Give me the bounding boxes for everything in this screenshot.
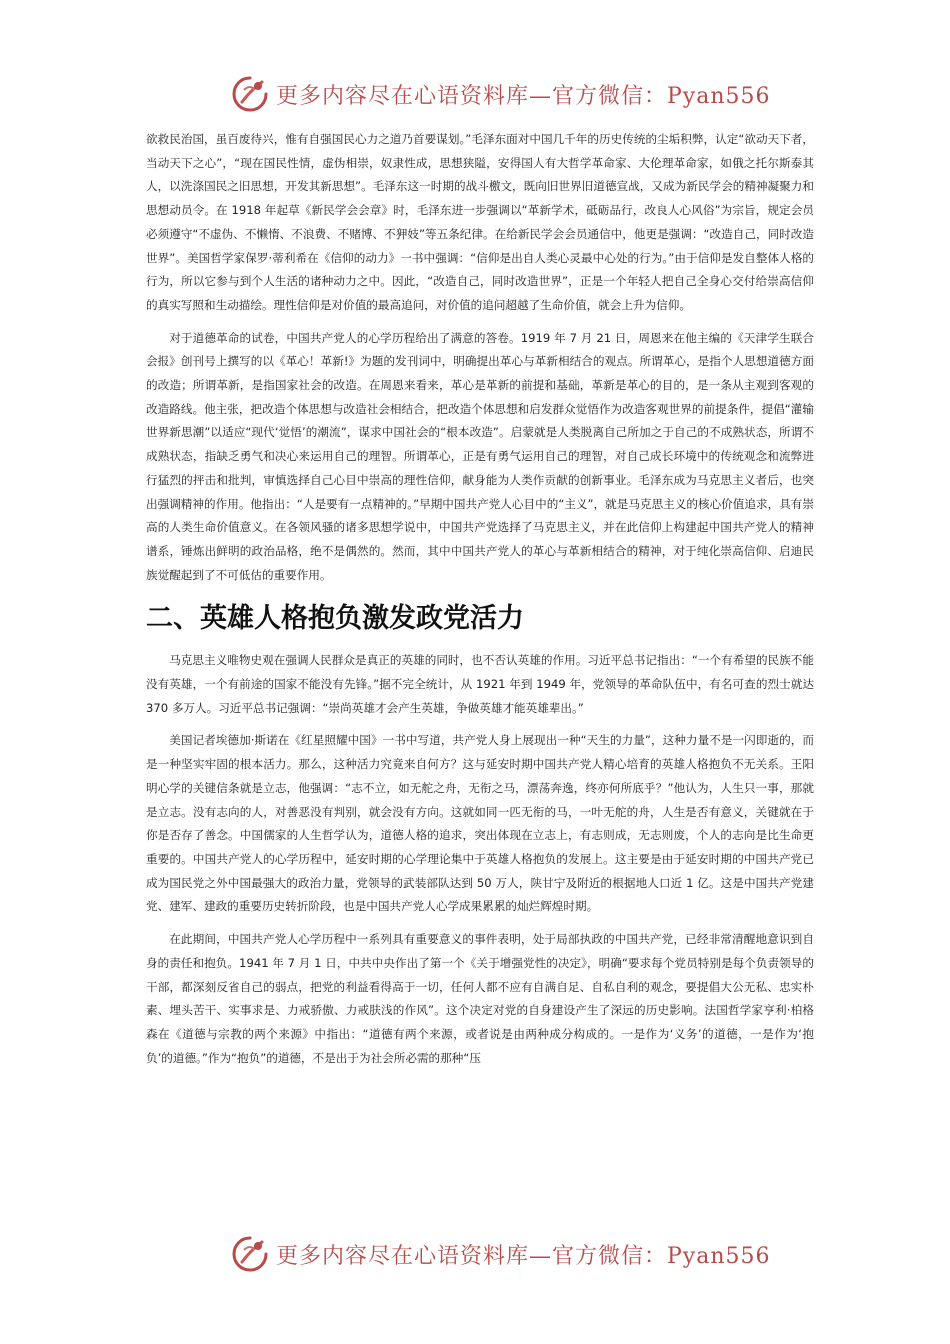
logo-icon xyxy=(230,1234,270,1274)
footer-banner xyxy=(230,1232,771,1276)
footer-banner-text: 更多内容尽在心语资料库—官方微信：Pyan556 xyxy=(276,1243,771,1269)
document-body xyxy=(146,128,814,1079)
header-banner-text: 更多内容尽在心语资料库—官方微信：Pyan556 xyxy=(276,83,771,109)
paragraph-3: 马克思主义唯物史观在强调人民群众是真正的英雄的同时，也不否认英雄的作用。习近平总书记指出：“一个有希望的民族不能没有英雄，一个有前途的国家不能没有先锋。”据不完全统计，从 1921 年到 1949 年，党领导的革命队伍中，有名可查的烈士就达 370 多万人。习近平总书记强调：“崇尚英雄才会产生英雄，争做英雄才能英雄辈出。” xyxy=(146,653,814,715)
logo-icon xyxy=(230,74,270,114)
paragraph-4: 美国记者埃德加·斯诺在《红星照耀中国》一书中写道，共产党人身上展现出一种“天生的力量”，这种力量不是一闪即逝的，而是一种坚实牢固的根本活力。那么，这种活力究竟来自何方？这与延安时期中国共产党人精心培育的英雄人格抱负不无关系。王阳明心学的关键信条就是立志，他强调：“志不立，如无舵之舟，无衔之马，漂荡奔逸，终亦何所底乎？”他认为，人生只一事，那就是立志。没有志向的人，对善恶没有判别，就会没有方向。这就如同一匹无衔的马，一叶无舵的舟，人生是否有意义，关键就在于你是否存了善念。中国儒家的人生哲学认为，道德人格的追求，突出体现在立志上，有志则成，无志则废，个人的志向是比生命更重要的。中国共产党人的心学历程中，延安时期的心学理论集中于英雄人格抱负的发展上。这主要是由于延安时期的中国共产党已成为国民党之外中国最强大的政治力量，党领导的武装部队达到 50 万人，陕甘宁及附近的根据地人口近 1 亿。这是中国共产党建党、建军、建政的重要历史转折阶段，也是中国共产党人心学成果累累的灿烂辉煌时期。 xyxy=(146,733,814,914)
paragraph-1: 欲救民治国，虽百废待兴，惟有自强国民心力之道乃首要谋划。”毛泽东面对中国几千年的历史传统的尘垢积弊，认定“欲动天下者，当动天下之心”，“现在国民性情，虚伪相崇，奴隶性成，思想狭隘，安得国人有大哲学革命家、大伦理革命家，如俄之托尔斯泰其人，以洗涤国民之旧思想，开发其新思想”。毛泽东这一时期的战斗檄文，既向旧世界旧道德宣战，又成为新民学会的精神凝聚力和思想动员令。在 1918 年起草《新民学会会章》时，毛泽东进一步强调以“革新学术，砥砺品行，改良人心风俗”为宗旨，规定会员必须遵守“不虚伪、不懒惰、不浪费、不赌博、不狎妓”等五条纪律。在给新民学会会员通信中，他更是强调：“改造自己，同时改造世界”。美国哲学家保罗·蒂利希在《信仰的动力》一书中强调：“信仰是出自人类心灵最中心处的行为。”由于信仰是发自整体人格的行为，所以它参与到个人生活的诸种动力之中。因此，“改造自己，同时改造世界”，正是一个年轻人把自己全身心交付给崇高信仰的真实写照和生动描绘。理性信仰是对价值的最高追问，对价值的追问超越了生命价值，就会上升为信仰。 xyxy=(146,132,814,312)
paragraph-2: 对于道德革命的试卷，中国共产党人的心学历程给出了满意的答卷。1919 年 7 月 21 日，周恩来在他主编的《天津学生联合会报》创刊号上撰写的以《革心！革新!》为题的发刊词中，明确提出革心与革新相结合的观点。所谓革心，是指个人思想道德方面的改造；所谓革新，是指国家社会的改造。在周恩来看来，革心是革新的前提和基础，革新是革心的目的，是一条从主观到客观的改造路线。他主张，把改造个体思想与改造社会相结合，把改造个体思想和启发群众觉悟作为改造客观世界的前提条件，提倡“灌输世界新思潮”以适应“现代‘觉悟’的潮流”，谋求中国社会的“根本改造”。启蒙就是人类脱离自己所加之于自己的不成熟状态，所谓不成熟状态，指缺乏勇气和决心来运用自己的理智。所谓革心，正是有勇气运用自己的理智，对自己成长环境中的传统观念和流弊进行猛烈的抨击和批判，审慎选择自己心目中崇高的理性信仰，献身能为人类作贡献的创新事业。毛泽东成为马克思主义者后，也突出强调精神的作用。他指出：“人是要有一点精神的。”早期中国共产党人心目中的“主义”，就是马克思主义的核心价值追求，具有崇高的人类生命价值意义。在各领风骚的诸多思想学说中，中国共产党选择了马克思主义，并在此信仰上构建起中国共产党人的精神谱系，锤炼出鲜明的政治品格，绝不是偶然的。然而，其中中国共产党人的革心与革新相结合的精神，对于纯化崇高信仰、启迪民族觉醒起到了不可低估的重要作用。 xyxy=(146,330,814,582)
paragraph-5: 在此期间，中国共产党人心学历程中一系列具有重要意义的事件表明，处于局部执政的中国共产党，已经非常清醒地意识到自身的责任和抱负。1941 年 7 月 1 日，中共中央作出了第一个《关于增强党性的决定》，明确“要求每个党员特别是每个负责领导的干部，都深刻反省自己的弱点，把党的利益看得高于一切，任何人都不应有自满自足、自私自利的观念，要提倡大公无私、忠实朴素、埋头苦干、实事求是、力戒骄傲、力戒肤浅的作风”。这个决定对党的自身建设产生了深远的历史影响。法国哲学家亨利·柏格森在《道德与宗教的两个来源》中指出：“道德有两个来源，或者说是由两种成分构成的。一是作为‘义务’的道德，一是作为‘抱负’的道德。”作为“抱负”的道德，不是出于为社会所必需的那种“压 xyxy=(146,932,814,1065)
section-heading: 二、英雄人格抱负激发政党活力 xyxy=(146,603,524,635)
header-banner xyxy=(230,72,771,116)
